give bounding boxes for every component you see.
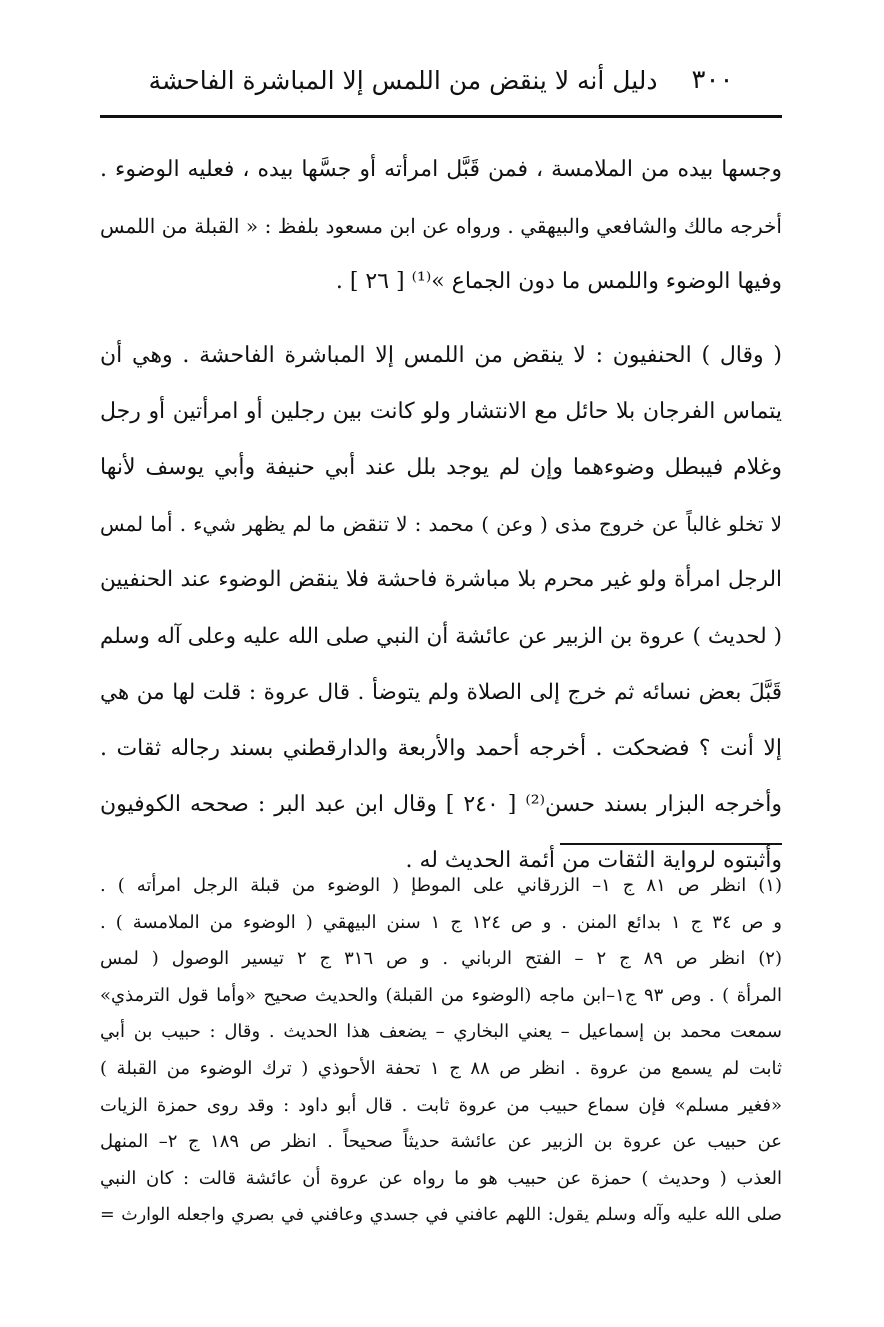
body-line: ( لحديث ) عروة بن الزبير عن عائشة أن النبي صلى الله عليه وعلى آله وسلم [100, 623, 782, 649]
footnote-line: صلى الله عليه وآله وسلم يقول: اللهم عافني في جسدي وعافني في بصري واجعله الوارث = [100, 1205, 782, 1226]
page-number: ٣٠٠ [691, 65, 734, 95]
body-line: الرجل امرأة ولو غير محرم بلا مباشرة فاحشة فلا ينقض الوضوء عند الحنفيين [100, 567, 782, 593]
footnotes [100, 868, 782, 1234]
header-rule [100, 115, 782, 118]
footnote-line: ثابت لم يسمع من عروة . انظر ص ٨٨ ج ١ تحفة الأحوذي ( ترك الوضوء من القبلة ) [100, 1057, 782, 1079]
body-line: قَبَّلَ بعض نسائه ثم خرج إلى الصلاة ولم يتوضأ . قال عروة : قلت لها من هي [100, 679, 782, 705]
page-header [100, 58, 782, 102]
body-line: وأخرجه البزار بسند حسن⁽²⁾ [ ٢٤٠ ] وقال ابن عبد البر : صححه الكوفيون [100, 792, 782, 818]
running-title: دليل أنه لا ينقض من اللمس إلا المباشرة الفاحشة [148, 65, 658, 95]
footnote-line: عن حبيب عن عروة بن الزبير عن عائشة حديثاً صحيحاً . انظر ص ١٨٩ ج ٢– المنهل [100, 1131, 782, 1153]
footnote-separator [560, 843, 782, 845]
body-line: يتماس الفرجان بلا حائل مع الانتشار ولو كانت بين رجلين أو امرأتين أو رجل [100, 398, 782, 424]
footnote-line: العذب ( وحديث ) حمزة عن حبيب هو ما رواه عن عروة أن عائشة قالت : كان النبي [100, 1167, 782, 1189]
footnote-line: سمعت محمد بن إسماعيل – يعني البخاري – يضعف هذا الحديث . وقال : حبيب بن أبي [100, 1021, 782, 1043]
paragraph-gap [100, 311, 782, 328]
body-line: وجسها بيده من الملامسة ، فمن قَبَّل امرأته أو جسَّها بيده ، فعليه الوضوء . [100, 157, 782, 182]
body-line: وفيها الوضوء واللمس ما دون الجماع »⁽¹⁾ [ ٢٦ ] . [335, 269, 782, 295]
footnote-line: (٢) انظر ص ٨٩ ج ٢ – الفتح الرباني . و ص ٣١٦ ج ٢ تيسير الوصول ( لمس [100, 948, 782, 970]
main-text [100, 142, 782, 889]
body-line: إلا أنت ؟ فضحكت . أخرجه أحمد والأربعة والدارقطني بسند رجاله ثقات . [100, 735, 782, 761]
body-line: أخرجه مالك والشافعي والبيهقي . ورواه عن ابن مسعود بلفظ : « القبلة من اللمس [100, 214, 782, 239]
body-line: ( وقال ) الحنفيون : لا ينقض من اللمس إلا المباشرة الفاحشة . وهي أن [100, 342, 782, 368]
footnote-line: و ص ٣٤ ج ١ بدائع المنن . و ص ١٢٤ ج ١ سنن البيهقي ( الوضوء من الملامسة ) . [100, 911, 782, 933]
footnote-line: «فغير مسلم» فإن سماع حبيب من عروة ثابت . قال أبو داود : وقد روى حمزة الزيات [100, 1094, 782, 1116]
footnote-line: (١) انظر ص ٨١ ج ١– الزرقاني على الموطإ ( الوضوء من قبلة الرجل امرأته ) . [100, 875, 782, 896]
body-line: وغلام فيبطل وضوءهما وإن لم يوجد بلل عند أبي حنيفة وأبي يوسف لأنها [100, 454, 782, 480]
body-line: وأثبتوه لرواية الثقات من أئمة الحديث له . [405, 848, 782, 874]
body-line: لا تخلو غالباً عن خروج مذى ( وعن ) محمد : لا تنقض ما لم يظهر شيء . أما لمس [100, 512, 782, 537]
footnote-line: المرأة ) . وص ٩٣ ج١–ابن ماجه (الوضوء من القبلة) والحديث صحيح «وأما قول الترمذي» [100, 984, 782, 1006]
